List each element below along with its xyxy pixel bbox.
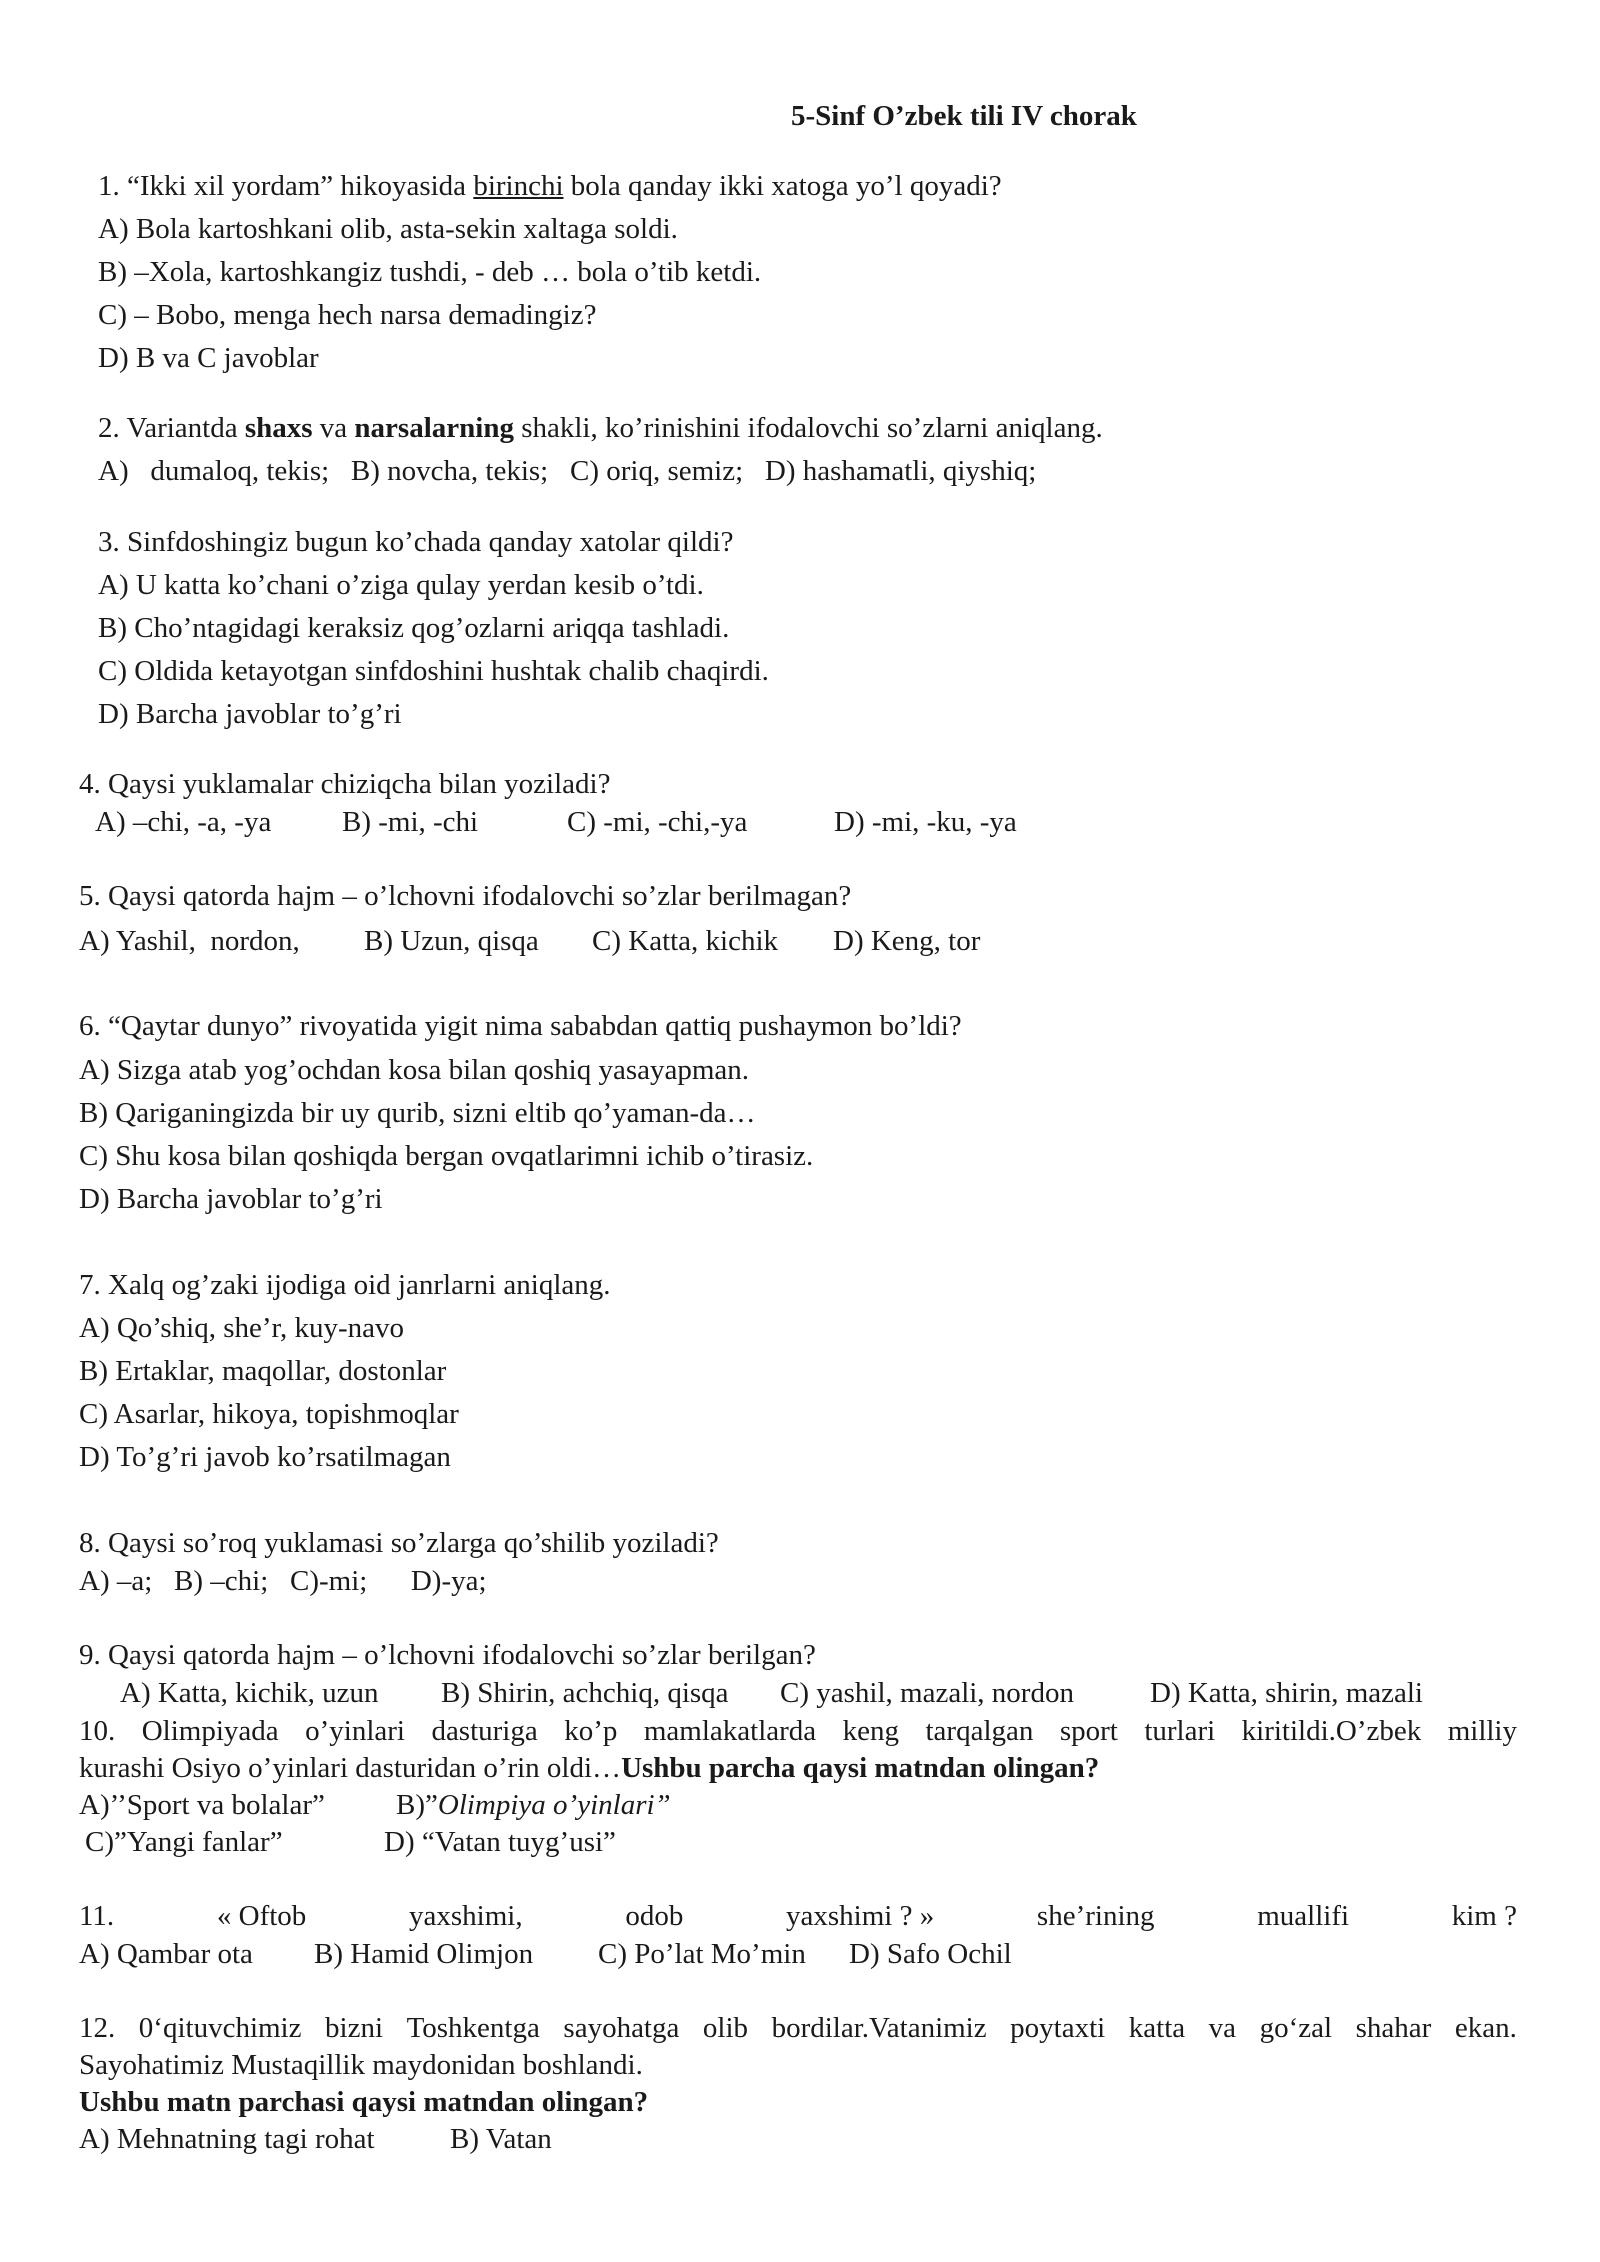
question-12-word: go‘zal <box>1259 2012 1333 2044</box>
question-9-option-d: D) Katta, shirin, mazali <box>1150 1677 1423 1709</box>
question-2-text-start: 2. Variantda <box>98 412 245 444</box>
question-10-word: 10. <box>79 1715 116 1747</box>
question-12-word: 0‘qituvchimiz <box>138 2012 302 2044</box>
question-11-word: yaxshimi ? » <box>786 1900 935 1932</box>
question-11-word: « Oftob <box>216 1900 307 1932</box>
question-10-text: kurashi Osiyo o’yinlari dasturidan o’rin oldi… <box>79 1752 622 1784</box>
question-2-text-mid: va <box>312 412 355 444</box>
question-5-option-d: D) Keng, tor <box>833 925 981 957</box>
question-12-option-a: A) Mehnatning tagi rohat <box>79 2123 375 2155</box>
question-1-option-b: B) –Xola, kartoshkangiz tushdi, - deb … bola o’tib ketdi. <box>98 256 762 288</box>
question-10-option-c: C)”Yangi fanlar” <box>85 1826 283 1858</box>
question-6-option-c: C) Shu kosa bilan qoshiqda bergan ovqatlarimni ichib o’tirasiz. <box>79 1140 814 1172</box>
question-11-word: muallifi <box>1257 1900 1350 1932</box>
question-10-word: turlari <box>1144 1715 1216 1747</box>
question-2 <box>98 414 1103 443</box>
question-4-option-a: A) –chi, -a, -ya <box>95 806 272 838</box>
question-6-option-d: D) Barcha javoblar to’g’ri <box>79 1183 383 1215</box>
question-1-option-d: D) B va C javoblar <box>98 342 319 374</box>
question-12-word: bordilar.Vatanimiz <box>771 2012 987 2044</box>
question-10-option-b-italic: Olimpiya o’yinlari <box>437 1789 655 1821</box>
question-3-option-a: A) U katta ko’chani o’ziga qulay yerdan kesib o’tdi. <box>98 569 704 601</box>
question-12-line-1 <box>79 2014 1517 2043</box>
question-6: 6. “Qaytar dunyo” rivoyatida yigit nima sababdan qattiq pushaymon bo’ldi? <box>79 1010 962 1042</box>
question-8-options: A) –a; B) –chi; C)-mi; D)-ya; <box>79 1565 487 1597</box>
question-2-bold-word-1: shaxs <box>244 412 313 444</box>
question-10-word: mamlakatlarda <box>643 1715 817 1747</box>
question-7-option-c: C) Asarlar, hikoya, topishmoqlar <box>79 1398 459 1430</box>
question-10-word: sport <box>1059 1715 1118 1747</box>
question-1-text-start: 1. “Ikki xil yordam” hikoyasida <box>98 170 474 202</box>
question-12-word: shahar <box>1355 2012 1432 2044</box>
question-10-option-b-suffix: ” <box>654 1789 671 1821</box>
question-11-word: 11. <box>79 1900 115 1932</box>
question-10-line-1 <box>79 1717 1517 1746</box>
question-12-word: poytaxti <box>1010 2012 1106 2044</box>
question-11-line-1 <box>79 1902 1517 1931</box>
question-10-word: milliy <box>1447 1715 1517 1747</box>
question-11-option-c: C) Po’lat Mo’min <box>598 1938 806 1970</box>
question-4-option-d: D) -mi, -ku, -ya <box>834 806 1017 838</box>
question-10-word: Olimpiyada <box>141 1715 279 1747</box>
question-11-word: kim ? <box>1451 1900 1517 1932</box>
question-3-option-d: D) Barcha javoblar to’g’ri <box>98 698 402 730</box>
question-5-option-c: C) Katta, kichik <box>592 925 779 957</box>
question-11-word: she’rining <box>1036 1900 1155 1932</box>
question-10-word: tarqalgan <box>925 1715 1034 1747</box>
question-6-option-b: B) Qariganingizda bir uy qurib, sizni eltib qo’yaman-da… <box>79 1097 756 1129</box>
question-10-word: kiritildi.O’zbek <box>1241 1715 1422 1747</box>
question-10-option-b <box>396 1791 671 1820</box>
question-9: 9. Qaysi qatorda hajm – o’lchovni ifodalovchi so’zlar berilgan? <box>79 1639 816 1671</box>
question-2-bold-word-2: narsalarning <box>354 412 514 444</box>
question-10-word: keng <box>842 1715 900 1747</box>
question-10-word: dasturiga <box>431 1715 538 1747</box>
question-11-word: yaxshimi, <box>409 1900 523 1932</box>
question-11-option-a: A) Qambar ota <box>79 1938 253 1970</box>
question-12-word: sayohatga <box>563 2012 680 2044</box>
question-10-word: o’yinlari <box>305 1715 405 1747</box>
question-12-line-2: Sayohatimiz Mustaqillik maydonidan boshlandi. <box>79 2049 643 2081</box>
question-12-word: ekan. <box>1454 2012 1517 2044</box>
question-7: 7. Xalq og’zaki ijodiga oid janrlarni aniqlang. <box>79 1269 611 1301</box>
question-1-option-a: A) Bola kartoshkani olib, asta-sekin xaltaga soldi. <box>98 213 678 245</box>
question-9-option-a: A) Katta, kichik, uzun <box>120 1677 379 1709</box>
question-12-word: va <box>1208 2012 1237 2044</box>
question-7-option-b: B) Ertaklar, maqollar, dostonlar <box>79 1355 447 1387</box>
question-2-options: A) dumaloq, tekis; B) novcha, tekis; C) oriq, semiz; D) hashamatli, qiyshiq; <box>98 455 1037 487</box>
question-10-option-a: A)’’Sport va bolalar” <box>79 1789 325 1821</box>
question-12-word: 12. <box>79 2012 116 2044</box>
question-10-word: ko’p <box>564 1715 618 1747</box>
question-10-option-d: D) “Vatan tuyg’usi” <box>384 1826 616 1858</box>
question-11-option-b: B) Hamid Olimjon <box>314 1938 534 1970</box>
question-4-option-c: C) -mi, -chi,-ya <box>567 806 748 838</box>
question-12-word: bizni <box>325 2012 384 2044</box>
question-11-option-d: D) Safo Ochil <box>849 1938 1012 1970</box>
question-7-option-d: D) To’g’ri javob ko’rsatilmagan <box>79 1441 451 1473</box>
question-9-option-c: C) yashil, mazali, nordon <box>780 1677 1074 1709</box>
question-3-option-b: B) Cho’ntagidagi keraksiz qog’ozlarni ariqqa tashladi. <box>98 612 730 644</box>
question-10-line-2 <box>79 1754 1099 1783</box>
question-9-option-b: B) Shirin, achchiq, qisqa <box>441 1677 729 1709</box>
question-12-option-b: B) Vatan <box>450 2123 552 2155</box>
question-5-option-b: B) Uzun, qisqa <box>364 925 539 957</box>
question-2-text-end: shakli, ko’rinishini ifodalovchi so’zlarni aniqlang. <box>513 412 1103 444</box>
question-10-prompt: Ushbu parcha qaysi matndan olingan? <box>621 1752 1100 1784</box>
question-8: 8. Qaysi so’roq yuklamasi so’zlarga qo’shilib yoziladi? <box>79 1527 719 1559</box>
question-5-option-a: A) Yashil, nordon, <box>79 925 300 957</box>
question-1-text-end: bola qanday ikki xatoga yo’l qoyadi? <box>563 170 1002 202</box>
question-1-option-c: C) – Bobo, menga hech narsa demadingiz? <box>98 299 597 331</box>
question-4: 4. Qaysi yuklamalar chiziqcha bilan yoziladi? <box>79 768 611 800</box>
question-3-option-c: C) Oldida ketayotgan sinfdoshini hushtak chalib chaqirdi. <box>98 655 769 687</box>
page-title: 5-Sinf O’zbek tili IV chorak <box>791 100 1137 132</box>
question-12-word: olib <box>702 2012 749 2044</box>
question-12-prompt: Ushbu matn parchasi qaysi matndan olingan? <box>79 2086 649 2118</box>
question-5: 5. Qaysi qatorda hajm – o’lchovni ifodalovchi so’zlar berilmagan? <box>79 880 852 912</box>
question-12-word: Toshkentga <box>406 2012 540 2044</box>
question-11-word: odob <box>625 1900 684 1932</box>
question-7-option-a: A) Qo’shiq, she’r, kuy-navo <box>79 1312 405 1344</box>
question-10-option-b-prefix: B)” <box>396 1789 438 1821</box>
question-1 <box>98 172 1002 201</box>
question-6-option-a: A) Sizga atab yog’ochdan kosa bilan qoshiq yasayapman. <box>79 1054 750 1086</box>
question-12-word: katta <box>1128 2012 1186 2044</box>
question-4-option-b: B) -mi, -chi <box>342 806 479 838</box>
question-1-underlined-word: birinchi <box>473 170 564 202</box>
question-3: 3. Sinfdoshingiz bugun ko’chada qanday xatolar qildi? <box>98 526 734 558</box>
